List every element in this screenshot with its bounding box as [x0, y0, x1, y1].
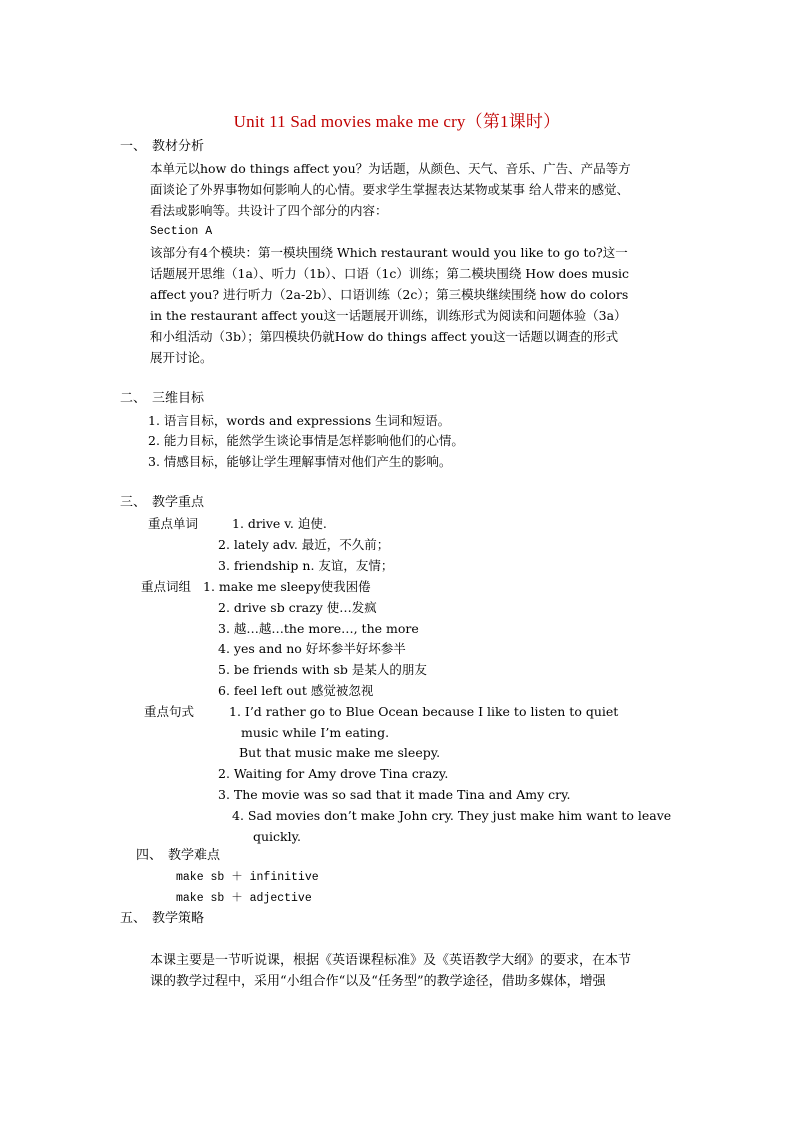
section-number: 四、: [136, 848, 163, 863]
analysis-paragraph-line: 面谈论了外界事物如何影响人的心情。要求学生掌握表达某物或某事 给人带来的感觉、: [150, 182, 629, 197]
section-label: 三维目标: [152, 391, 205, 406]
section-label: 教学难点: [168, 848, 221, 863]
section-label: 教学重点: [152, 495, 205, 510]
analysis-paragraph-line: 本单元以how do things affect you？为话题，从颜色、天气、音乐、广告、产品等方: [150, 161, 631, 176]
key-phrase-item: 6. feel left out 感觉被忽视: [218, 683, 374, 698]
key-sentence-continuation: But that music make me sleepy.: [239, 745, 441, 760]
key-sentence-item: 3. The movie was so sad that it made Tina and Amy cry.: [218, 787, 571, 802]
key-phrase-item: 3. 越…越…the more…, the more: [218, 621, 419, 636]
strategy-paragraph-line: 本课主要是一节听说课，根据《英语课程标准》及《英语教学大纲》的要求，在本节: [150, 953, 632, 968]
section-heading-key-points: [120, 494, 204, 512]
key-phrases-label: 重点词组: [141, 579, 192, 594]
section-label: 教材分析: [152, 139, 205, 154]
key-words-label: 重点单词: [148, 516, 199, 531]
difficulty-item: make sb ＋ infinitive: [176, 871, 319, 884]
key-phrase-item: 2. drive sb crazy 使…发疯: [218, 600, 377, 615]
section-heading-strategy: [120, 910, 204, 928]
key-sentences-label: 重点句式: [144, 704, 195, 719]
section-number: 一、: [120, 139, 147, 154]
analysis-paragraph-line: 和小组活动（3b）；第四模块仍就How do things affect you这一话题以调查的形式: [150, 329, 619, 344]
analysis-paragraph-line: 展开讨论。: [150, 350, 213, 365]
key-word-item: 1. drive v. 迫使.: [232, 516, 327, 531]
key-phrase-item: 4. yes and no 好坏参半好坏参半: [218, 641, 406, 656]
key-sentence-item: 2. Waiting for Amy drove Tina crazy.: [218, 766, 449, 781]
key-word-item: 3. friendship n. 友谊，友情；: [218, 558, 394, 573]
section-heading-difficulties: [136, 847, 220, 865]
key-word-item: 2. lately adv. 最近，不久前；: [218, 537, 390, 552]
difficulty-item: make sb ＋ adjective: [176, 892, 312, 905]
section-number: 二、: [120, 391, 147, 406]
strategy-paragraph-line: 课的教学过程中，采用“小组合作“以及“任务型”的教学途径，借助多媒体，增强: [150, 974, 606, 989]
key-sentence-item: 4. Sad movies don’t make John cry. They just make him want to leave: [232, 808, 672, 823]
key-sentence-item: 1. I’d rather go to Blue Ocean because I like to listen to quiet: [229, 704, 619, 719]
section-number: 五、: [120, 911, 147, 926]
goal-item: 2. 能力目标，能然学生谈论事情是怎样影响他们的心情。: [148, 433, 464, 448]
analysis-paragraph-line: 该部分有4个模块：第一模块围绕 Which restaurant would you like to go to?这一: [150, 245, 628, 260]
goal-item: 3. 情感目标，能够让学生理解事情对他们产生的影响。: [148, 454, 452, 469]
analysis-paragraph-line: affect you? 进行听力（2a-2b）、口语训练（2c）；第三模块继续围绕 how do colors: [150, 287, 629, 302]
key-phrase-item: 5. be friends with sb 是某人的朋友: [218, 662, 427, 677]
key-phrase-item: 1. make me sleepy使我困倦: [203, 579, 371, 594]
document-title: Unit 11 Sad movies make me cry（第1课时）: [233, 112, 561, 131]
section-a-label: Section A: [150, 225, 213, 238]
section-heading-goals: [120, 390, 204, 408]
section-number: 三、: [120, 495, 147, 510]
analysis-paragraph-line: 话题展开思维（1a）、听力（1b）、口语（1c）训练；第二模块围绕 How does music: [150, 266, 630, 281]
analysis-paragraph-line: 看法或影响等。共设计了四个部分的内容：: [150, 203, 388, 218]
analysis-paragraph-line: in the restaurant affect you这一话题展开训练，训练形式为阅读和问题体验（3a）: [150, 308, 627, 323]
section-heading-analysis: [120, 138, 204, 156]
goal-item: 1. 语言目标，words and expressions 生词和短语。: [148, 413, 451, 428]
section-label: 教学策略: [152, 911, 205, 926]
key-sentence-continuation: quickly.: [253, 829, 301, 844]
key-sentence-continuation: music while I’m eating.: [241, 725, 390, 740]
